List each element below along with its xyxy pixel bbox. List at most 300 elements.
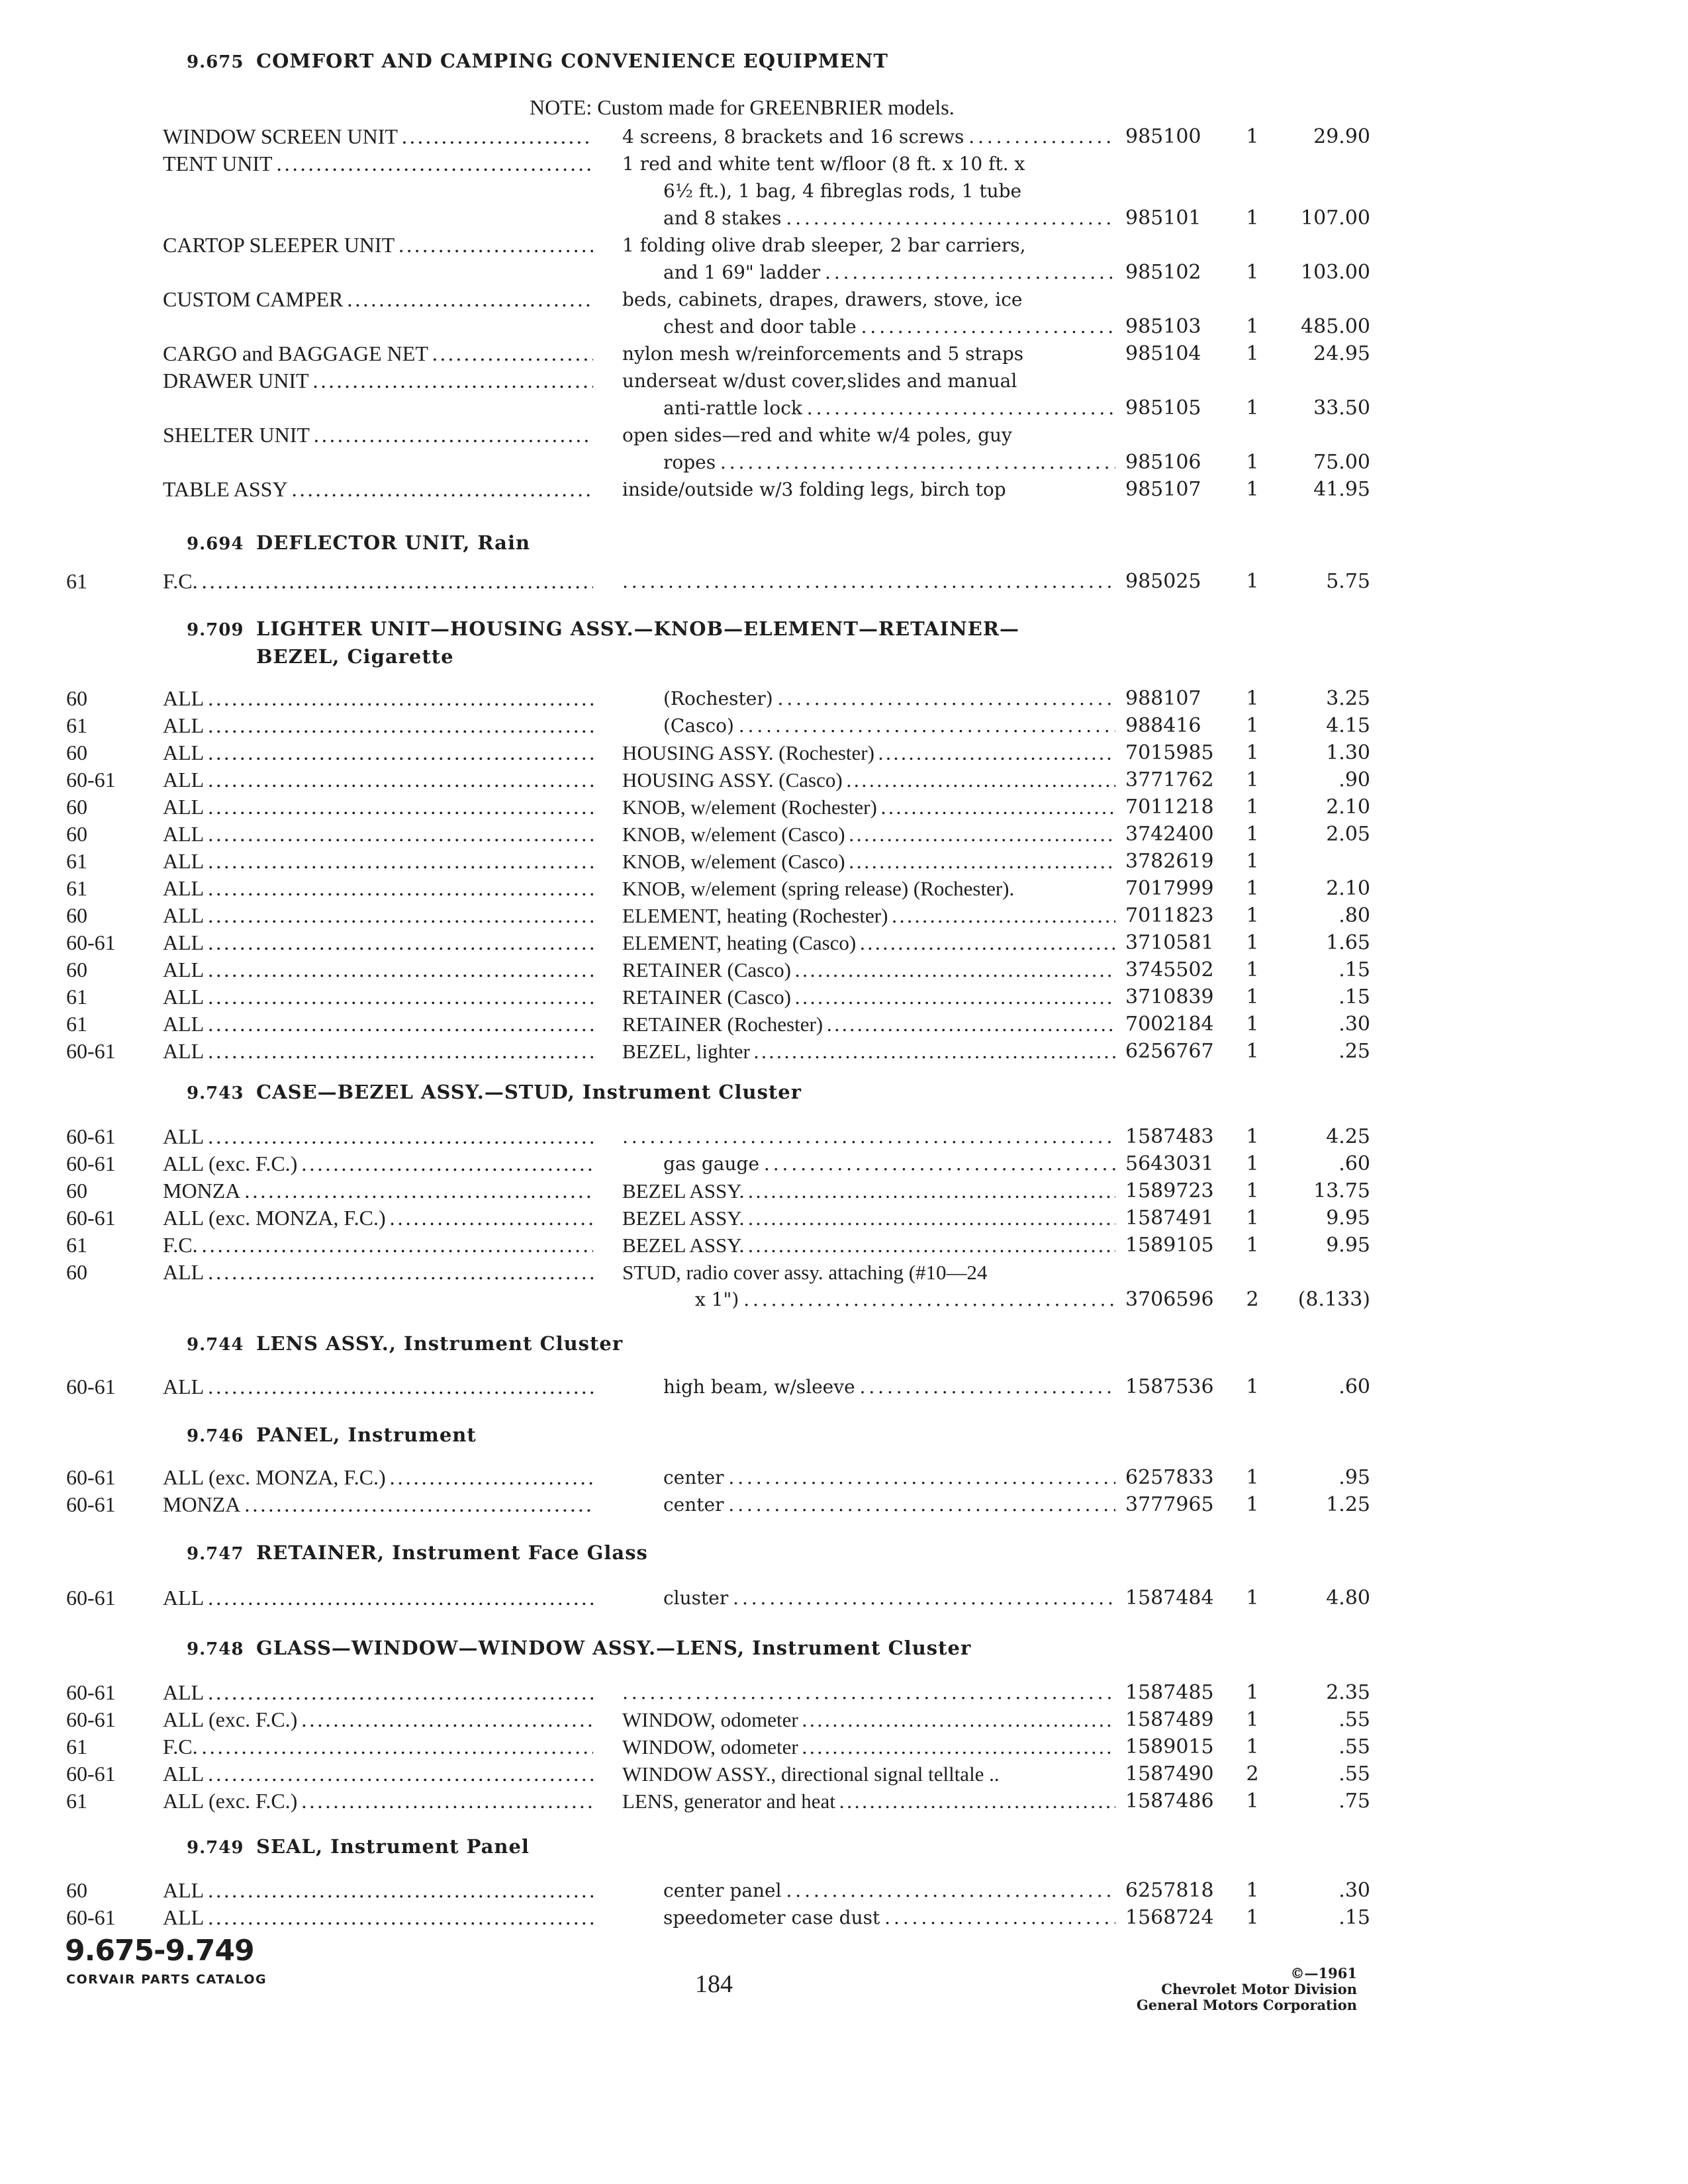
quantity: 1 [1246, 206, 1259, 230]
description-line [622, 848, 1115, 875]
group-title: DEFLECTOR UNIT, Rain [256, 531, 531, 554]
model-text: ALL [163, 903, 205, 927]
price: .30 [1338, 1013, 1370, 1036]
part-number: 7011823 [1125, 904, 1214, 927]
model-year: 60-61 [66, 1905, 116, 1929]
catalog-name: CORVAIR PARTS CATALOG [66, 1972, 267, 1987]
price: .25 [1338, 1040, 1370, 1063]
price: 107.00 [1301, 206, 1370, 230]
model-text: ALL [163, 1586, 205, 1610]
quantity: 1 [1246, 1879, 1259, 1902]
model-applicability [163, 1706, 593, 1733]
model-year: 60-61 [66, 768, 116, 792]
description-text: RETAINER (Casco) [622, 958, 791, 981]
quantity: 1 [1246, 396, 1259, 420]
model-text: ALL [163, 768, 205, 792]
model-applicability [163, 956, 593, 983]
description-text: anti-rattle lock [663, 397, 802, 419]
model-text: ALL [163, 1260, 205, 1284]
quantity: 1 [1246, 1708, 1259, 1731]
model-year: 60 [66, 958, 87, 981]
quantity: 1 [1246, 1375, 1259, 1398]
part-description [622, 1877, 1115, 1904]
part-description [622, 1373, 1115, 1400]
description-text: LENS, generator and heat [622, 1790, 835, 1813]
description-line [622, 232, 1115, 259]
description-line [622, 1123, 1115, 1150]
model-text: ALL (exc. MONZA, F.C.) [163, 1465, 386, 1489]
part-description [622, 1232, 1115, 1259]
model-text: ALL [163, 795, 205, 819]
price: .60 [1338, 1375, 1370, 1398]
model-text: F.C. [163, 1233, 198, 1257]
model-year: 60 [66, 903, 87, 927]
quantity: 1 [1246, 1735, 1259, 1758]
description-line [622, 123, 1115, 150]
model-year: 60-61 [66, 1465, 116, 1489]
price: 33.50 [1313, 396, 1370, 420]
part-number: 3710581 [1125, 931, 1214, 954]
model-text: TABLE ASSY [163, 477, 288, 501]
price: 1.25 [1326, 1493, 1370, 1516]
part-number: 5643031 [1125, 1152, 1214, 1175]
description-text: and 8 stakes [663, 207, 782, 229]
description-text: RETAINER (Casco) [622, 985, 791, 1009]
quantity: 1 [1246, 1040, 1259, 1063]
description-text: inside/outside w/3 folding legs, birch top [622, 478, 1006, 500]
page-group-range: 9.675-9.749 [65, 1934, 254, 1968]
model-applicability [163, 232, 593, 259]
section-heading [187, 1422, 1246, 1449]
model-applicability [163, 1123, 593, 1150]
group-title: PANEL, Instrument [256, 1424, 477, 1446]
model-text: SHELTER UNIT [163, 423, 310, 447]
model-applicability [163, 1150, 593, 1177]
price: 9.95 [1326, 1234, 1370, 1257]
model-text: ALL [163, 1039, 205, 1063]
model-year: 61 [66, 849, 87, 873]
model-applicability [163, 1491, 593, 1518]
model-applicability [163, 766, 593, 794]
model-applicability [163, 150, 593, 177]
quantity: 1 [1246, 261, 1259, 284]
price: .55 [1338, 1708, 1370, 1731]
part-description [622, 1788, 1115, 1815]
model-applicability [163, 712, 593, 739]
model-year: 60-61 [66, 1492, 116, 1516]
description-line [622, 1706, 1115, 1733]
description-line [622, 1011, 1115, 1038]
model-text: CARGO and BAGGAGE NET [163, 341, 428, 365]
description-line [622, 1205, 1115, 1232]
part-number: 6257833 [1125, 1466, 1214, 1489]
part-description [622, 476, 1115, 503]
part-number: 3777965 [1125, 1493, 1214, 1516]
price: 5.75 [1326, 570, 1370, 593]
model-text: TENT UNIT [163, 152, 273, 175]
description-line [622, 766, 1115, 794]
description-line [622, 1286, 1115, 1313]
quantity: 1 [1246, 1790, 1259, 1813]
part-number: 985101 [1125, 206, 1201, 230]
description-text: HOUSING ASSY. (Rochester) [622, 741, 874, 764]
group-title: RETAINER, Instrument Face Glass [256, 1541, 648, 1564]
part-description [622, 232, 1115, 286]
model-year: 61 [66, 1735, 87, 1758]
part-number: 6256767 [1125, 1040, 1214, 1063]
part-description [622, 1205, 1115, 1232]
model-text: ALL [163, 876, 205, 900]
part-description [622, 150, 1115, 232]
group-number: 9.709 [187, 620, 244, 640]
description-text: 1 red and white tent w/floor (8 ft. x 10 ft. x [622, 153, 1025, 175]
description-line [622, 739, 1115, 766]
description-text: HOUSING ASSY. (Casco) [622, 768, 843, 792]
description-line [622, 1788, 1115, 1815]
quantity: 1 [1246, 1466, 1259, 1489]
part-number: 6257818 [1125, 1879, 1214, 1902]
quantity: 1 [1246, 1013, 1259, 1036]
description-line [622, 712, 1115, 739]
part-number: 3710839 [1125, 985, 1214, 1009]
model-applicability [163, 1760, 593, 1788]
description-line [622, 1491, 1115, 1518]
part-number: 988416 [1125, 714, 1201, 737]
group-number: 9.748 [187, 1639, 244, 1659]
model-text: ALL [163, 1124, 205, 1148]
group-number: 9.694 [187, 534, 244, 554]
model-text: ALL [163, 1762, 205, 1786]
description-line [622, 1733, 1115, 1760]
description-line [622, 1150, 1115, 1177]
description-line [622, 1232, 1115, 1259]
part-description [622, 794, 1115, 821]
part-number: 985103 [1125, 315, 1201, 338]
description-text: 1 folding olive drab sleeper, 2 bar carriers, [622, 234, 1026, 256]
quantity: 2 [1246, 1762, 1259, 1786]
description-line [622, 340, 1115, 367]
model-applicability [163, 1584, 593, 1612]
model-applicability [163, 1877, 593, 1904]
price: 4.25 [1326, 1125, 1370, 1148]
quantity: 1 [1246, 342, 1259, 365]
section-heading [187, 529, 1246, 557]
model-year: 60 [66, 822, 87, 846]
model-year: 60-61 [66, 1152, 116, 1175]
price: .55 [1338, 1735, 1370, 1758]
quantity: 1 [1246, 1681, 1259, 1704]
description-line [622, 685, 1115, 712]
description-text: RETAINER (Rochester) [622, 1013, 823, 1036]
part-number: 1587490 [1125, 1762, 1214, 1786]
description-line [622, 1038, 1115, 1065]
quantity: 1 [1246, 1125, 1259, 1148]
page-number: 184 [695, 1970, 733, 1998]
model-applicability [163, 929, 593, 956]
part-description [622, 1491, 1115, 1518]
description-text: BEZEL ASSY. [622, 1206, 745, 1230]
group-title: GLASS—WINDOW—WINDOW ASSY.—LENS, Instrument Cluster [256, 1637, 972, 1659]
part-description [622, 766, 1115, 794]
quantity: 1 [1246, 768, 1259, 792]
section-heading [187, 1539, 1246, 1567]
part-number: 1587489 [1125, 1708, 1214, 1731]
quantity: 1 [1246, 931, 1259, 954]
part-number: 1587484 [1125, 1586, 1214, 1610]
quantity: 1 [1246, 877, 1259, 900]
model-year: 61 [66, 985, 87, 1009]
model-applicability [163, 1259, 593, 1286]
model-text: CUSTOM CAMPER [163, 287, 344, 311]
group-title: LIGHTER UNIT—HOUSING ASSY.—KNOB—ELEMENT—RETAINER— [256, 617, 1019, 640]
part-description [622, 1177, 1115, 1205]
part-description [622, 1706, 1115, 1733]
description-line [622, 177, 1115, 205]
model-applicability [163, 422, 593, 449]
model-text: F.C. [163, 1735, 198, 1758]
quantity: 1 [1246, 1586, 1259, 1610]
description-text: KNOB, w/element (Casco) [622, 823, 845, 846]
model-year: 61 [66, 713, 87, 737]
part-description [622, 1679, 1115, 1706]
model-applicability [163, 1011, 593, 1038]
part-number: 3706596 [1125, 1288, 1214, 1311]
part-number: 3782619 [1125, 850, 1214, 873]
description-line [622, 1904, 1115, 1931]
description-line [622, 150, 1115, 177]
price: 24.95 [1313, 342, 1370, 365]
part-description [622, 1464, 1115, 1491]
description-text: WINDOW ASSY., directional signal telltale .. [622, 1762, 1000, 1786]
description-line [622, 313, 1115, 340]
price: 75.00 [1313, 451, 1370, 474]
part-description [622, 712, 1115, 739]
price: .95 [1338, 1466, 1370, 1489]
model-year: 61 [66, 569, 87, 593]
model-applicability [163, 1733, 593, 1760]
part-number: 3771762 [1125, 768, 1214, 792]
model-applicability [163, 123, 593, 150]
section-heading [187, 1833, 1246, 1861]
model-text: MONZA [163, 1492, 241, 1516]
model-text: ALL [163, 713, 205, 737]
group-number: 9.747 [187, 1544, 244, 1564]
model-year: 60-61 [66, 1762, 116, 1786]
description-text: center [663, 1467, 724, 1488]
part-description [622, 1038, 1115, 1065]
price: .60 [1338, 1152, 1370, 1175]
price: .80 [1338, 904, 1370, 927]
model-applicability [163, 1232, 593, 1259]
part-number: 985025 [1125, 570, 1201, 593]
model-text: ALL [163, 1905, 205, 1929]
part-description [622, 739, 1115, 766]
model-applicability [163, 1788, 593, 1815]
description-line [622, 1877, 1115, 1904]
quantity: 1 [1246, 850, 1259, 873]
description-text: WINDOW, odometer [622, 1708, 798, 1731]
part-number: 3745502 [1125, 958, 1214, 981]
quantity: 1 [1246, 823, 1259, 846]
description-text: and 1 69" ladder [663, 261, 821, 283]
part-number: 985104 [1125, 342, 1201, 365]
description-line [622, 1259, 1115, 1286]
model-year: 60 [66, 686, 87, 710]
description-line [622, 394, 1115, 422]
quantity: 1 [1246, 714, 1259, 737]
description-line [622, 902, 1115, 929]
section-note: NOTE: Custom made for GREENBRIER models. [530, 95, 955, 119]
quantity: 1 [1246, 904, 1259, 927]
quantity: 1 [1246, 315, 1259, 338]
description-text: center panel [663, 1880, 782, 1901]
part-description [622, 1011, 1115, 1038]
part-number: 1587486 [1125, 1790, 1214, 1813]
description-text: gas gauge [663, 1153, 760, 1175]
part-description [622, 422, 1115, 476]
model-applicability [163, 821, 593, 848]
group-title: CASE—BEZEL ASSY.—STUD, Instrument Cluster [256, 1081, 802, 1103]
model-text: F.C. [163, 569, 198, 593]
part-description [622, 123, 1115, 150]
description-line [622, 367, 1115, 394]
part-description [622, 956, 1115, 983]
part-number: 7002184 [1125, 1013, 1214, 1036]
description-line [622, 1584, 1115, 1612]
model-text: ALL (exc. F.C.) [163, 1707, 298, 1731]
price: 2.10 [1326, 877, 1370, 900]
description-line [622, 956, 1115, 983]
group-title: COMFORT AND CAMPING CONVENIENCE EQUIPMENT [256, 50, 888, 72]
model-text: CARTOP SLEEPER UNIT [163, 233, 395, 257]
model-applicability [163, 794, 593, 821]
model-text: ALL [163, 931, 205, 954]
price: 13.75 [1313, 1179, 1370, 1203]
part-description [622, 1904, 1115, 1931]
part-number: 3742400 [1125, 823, 1214, 846]
price: .15 [1338, 958, 1370, 981]
model-year: 60-61 [66, 1680, 116, 1704]
price: .30 [1338, 1879, 1370, 1902]
part-description [622, 1259, 1115, 1313]
description-line [622, 286, 1115, 313]
description-text: BEZEL, lighter [622, 1040, 750, 1063]
part-number: 988107 [1125, 687, 1201, 710]
part-number: 1589723 [1125, 1179, 1214, 1203]
price: 4.15 [1326, 714, 1370, 737]
description-line [622, 1464, 1115, 1491]
model-year: 60-61 [66, 1039, 116, 1063]
group-number: 9.743 [187, 1083, 244, 1103]
model-year: 60-61 [66, 931, 116, 954]
description-text: open sides—red and white w/4 poles, guy [622, 424, 1012, 446]
division-name: Chevrolet Motor Division [1161, 1981, 1357, 1997]
part-number: 985107 [1125, 478, 1201, 501]
description-line [622, 449, 1115, 476]
price: 9.95 [1326, 1206, 1370, 1230]
price: (8.133) [1297, 1288, 1370, 1311]
model-year: 60-61 [66, 1206, 116, 1230]
quantity: 2 [1246, 1288, 1259, 1311]
description-line [622, 794, 1115, 821]
part-description [622, 848, 1115, 875]
model-text: ALL [163, 1680, 205, 1704]
price: .75 [1338, 1790, 1370, 1813]
model-applicability [163, 1373, 593, 1400]
model-text: MONZA [163, 1179, 241, 1203]
model-year: 60 [66, 1260, 87, 1284]
model-year: 61 [66, 876, 87, 900]
section-heading [187, 615, 1246, 670]
part-number: 985102 [1125, 261, 1201, 284]
part-description [622, 875, 1115, 902]
model-applicability [163, 476, 593, 503]
description-text: speedometer case dust [663, 1907, 880, 1929]
description-text: ELEMENT, heating (Rochester) [622, 904, 888, 927]
part-description [622, 929, 1115, 956]
model-text: ALL [163, 958, 205, 981]
model-text: ALL [163, 849, 205, 873]
group-title: LENS ASSY., Instrument Cluster [256, 1332, 624, 1355]
quantity: 1 [1246, 958, 1259, 981]
model-year: 60 [66, 1179, 87, 1203]
part-description [622, 902, 1115, 929]
quantity: 1 [1246, 478, 1259, 501]
description-line [622, 476, 1115, 503]
part-number: 985105 [1125, 396, 1201, 420]
description-text: ELEMENT, heating (Casco) [622, 931, 857, 954]
description-text: KNOB, w/element (Rochester) [622, 796, 877, 819]
model-applicability [163, 568, 593, 595]
quantity: 1 [1246, 1906, 1259, 1929]
quantity: 1 [1246, 985, 1259, 1009]
model-text: DRAWER UNIT [163, 369, 309, 392]
model-year: 60-61 [66, 1707, 116, 1731]
description-text: BEZEL ASSY. [622, 1179, 745, 1203]
description-text: x 1") [695, 1289, 739, 1310]
description-line [622, 821, 1115, 848]
quantity: 1 [1246, 796, 1259, 819]
model-year: 60 [66, 1878, 87, 1902]
description-line [622, 1679, 1115, 1706]
part-number: 1587536 [1125, 1375, 1214, 1398]
group-title: BEZEL, Cigarette [256, 645, 454, 668]
publisher-block [1059, 1966, 1357, 2013]
model-year: 60-61 [66, 1586, 116, 1610]
model-year: 60-61 [66, 1375, 116, 1398]
model-text: ALL [163, 1375, 205, 1398]
section-heading [187, 48, 1246, 75]
description-text: KNOB, w/element (Casco) [622, 850, 845, 873]
section-heading [187, 1079, 1246, 1107]
model-applicability [163, 286, 593, 313]
group-title: SEAL, Instrument Panel [256, 1835, 530, 1858]
part-description [622, 1150, 1115, 1177]
section-heading [187, 1330, 1246, 1358]
description-line [622, 1760, 1115, 1788]
description-text: nylon mesh w/reinforcements and 5 straps [622, 343, 1024, 365]
group-number: 9.744 [187, 1335, 244, 1355]
quantity: 1 [1246, 1493, 1259, 1516]
quantity: 1 [1246, 741, 1259, 764]
description-text: BEZEL ASSY. [622, 1234, 745, 1257]
description-text: center [663, 1494, 724, 1516]
part-number: 985106 [1125, 451, 1201, 474]
part-description [622, 821, 1115, 848]
model-year: 60 [66, 795, 87, 819]
description-line [622, 205, 1115, 232]
quantity: 1 [1246, 125, 1259, 148]
